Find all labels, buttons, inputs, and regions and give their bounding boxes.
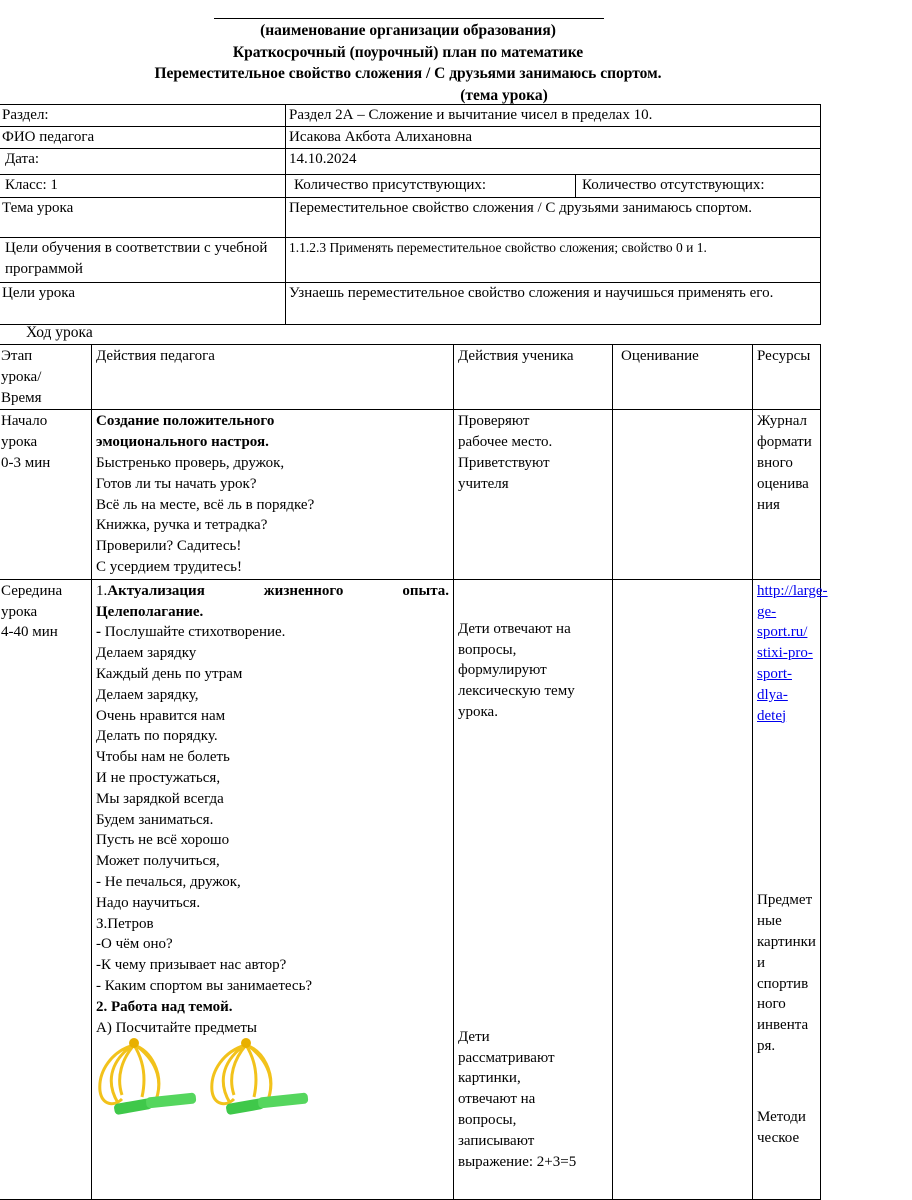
resource-pictures-line: ного: [757, 996, 786, 1013]
topic-caption: (тема урока): [460, 87, 548, 104]
poem-line: Надо научиться.: [96, 894, 201, 911]
start-stage-line: Начало: [1, 413, 48, 430]
resource-link[interactable]: ge-: [757, 603, 777, 620]
student-picture-line: картинки,: [458, 1070, 521, 1087]
start-resources: [753, 410, 821, 579]
resource-link[interactable]: stixi-pro-: [757, 645, 813, 662]
poem-line: Чтобы нам не болеть: [96, 749, 230, 766]
header-stage-line: Этап: [1, 348, 33, 364]
resource-pictures-line: и: [757, 954, 766, 971]
student-answer-line: урока.: [458, 703, 498, 720]
resource-link[interactable]: sport-: [757, 665, 792, 682]
start-resource-line: ния: [757, 496, 780, 513]
poem-line: - Не печалься, дружок,: [96, 873, 241, 890]
poem-line: Мы зарядкой всегда: [96, 790, 224, 807]
poem-line: Делать по порядку.: [96, 728, 218, 745]
header-resources: [753, 345, 821, 410]
poem-author: З.Петров: [96, 915, 154, 932]
date-label: Дата:: [0, 149, 286, 175]
middle-assessment: [613, 579, 753, 1199]
middle-resources: [753, 579, 828, 1199]
middle-stage-line: Середина: [1, 582, 63, 599]
poem-line: Делаем зарядку: [96, 645, 197, 662]
header-stage-line: Время: [1, 389, 42, 406]
middle-stage-line: 4-40 мин: [1, 624, 58, 641]
lesson-topic: Переместительное свойство сложения / С друзьями занимаюсь спортом.: [154, 65, 662, 82]
item1-word: Актуализация: [107, 582, 205, 599]
poem-line: Может получиться,: [96, 853, 220, 870]
resource-method-line: ческое: [757, 1129, 800, 1146]
objectives-label: Цели обучения в соответствии с учебной программой: [0, 238, 286, 283]
aims-value: Узнаешь переместительное свойство сложения и научишься применять его.: [286, 283, 821, 325]
student-answer-line: Дети отвечают на: [458, 620, 571, 637]
start-student-line: учителя: [458, 475, 509, 492]
section-value: Раздел 2А – Сложение и вычитание чисел в пределах 10.: [286, 105, 821, 127]
aims-label: Цели урока: [0, 283, 286, 325]
class-label: Класс: 1: [0, 175, 286, 198]
date-value: 14.10.2024: [286, 149, 821, 175]
start-stage: [0, 410, 92, 579]
resource-link[interactable]: detej: [757, 707, 787, 724]
start-resource-line: Журнал: [757, 413, 808, 430]
present-label: Количество присутствующих:: [286, 175, 576, 198]
header-stage-line: урока/: [1, 368, 42, 385]
student-expression: выражение: 2+3=5: [458, 1153, 577, 1170]
poem-line: Делаем зарядку,: [96, 686, 199, 703]
start-student-line: рабочее место.: [458, 434, 553, 451]
start-assessment: [613, 410, 753, 579]
objectives-value: 1.1.2.3 Применять переместительное свойство сложения; свойство 0 и 1.: [286, 238, 821, 283]
question-line: -О чём оно?: [96, 936, 173, 953]
info-table: [0, 104, 821, 325]
resource-pictures-line: ные: [757, 913, 782, 930]
start-teacher: [92, 410, 454, 579]
listen-line: [96, 622, 449, 643]
question-line: -К чему призывает нас автор?: [96, 957, 287, 974]
header-teacher: Действия педагога: [92, 345, 454, 410]
topic-label: Тема урока: [0, 198, 286, 238]
plan-title: Краткосрочный (поурочный) план по математике: [232, 44, 584, 61]
start-teacher-line: Быстренько проверь, дружок,: [96, 454, 285, 471]
listen-dash: -: [96, 624, 105, 641]
start-teacher-line: С усердием трудитесь!: [96, 558, 242, 575]
jump-rope-icon: [212, 1038, 309, 1115]
item1-word: опыта.: [402, 582, 449, 599]
start-resource-line: формати: [757, 434, 812, 451]
start-teacher-bold: Создание положительного: [96, 413, 275, 430]
start-resource-line: оценива: [757, 475, 809, 492]
item1-goal: Целеполагание.: [96, 603, 204, 620]
middle-stage: [0, 579, 92, 1199]
org-caption: (наименование организации образования): [260, 22, 556, 39]
start-student-line: Приветствуют: [458, 454, 550, 471]
start-teacher-line: Готов ли ты начать урок?: [96, 475, 257, 492]
start-teacher-line: Всё ль на месте, всё ль в порядке?: [96, 496, 315, 513]
item1-number: 1.: [96, 582, 108, 599]
header-resources-text: Ресурсы: [757, 348, 811, 364]
header-student: Действия ученика: [454, 345, 613, 410]
start-stage-line: 0-3 мин: [1, 454, 51, 471]
student-answer-line: вопросы,: [458, 641, 517, 658]
poem-line: Пусть не всё хорошо: [96, 832, 230, 849]
teacher-value: Исакова Акбота Алихановна: [286, 127, 821, 149]
resource-pictures-line: инвента: [757, 1017, 809, 1034]
jump-rope-icon: [100, 1038, 197, 1115]
student-picture-line: вопросы,: [458, 1111, 517, 1128]
middle-stage-line: урока: [1, 603, 38, 620]
poem-line: Будем заниматься.: [96, 811, 214, 828]
student-answer-line: лексическую тему: [458, 683, 575, 700]
teacher-label: ФИО педагога: [0, 127, 286, 149]
item2-heading: 2. Работа над темой.: [96, 998, 233, 1015]
resource-pictures-line: спортив: [757, 975, 809, 992]
resource-link[interactable]: dlya-: [757, 686, 788, 703]
resource-pictures-line: ря.: [757, 1037, 776, 1054]
count-items-task: А) Посчитайте предметы: [96, 1019, 258, 1036]
jump-ropes-picture: [92, 1033, 332, 1123]
resource-pictures-line: картинки: [757, 933, 816, 950]
start-resource-line: вного: [757, 454, 793, 471]
resource-pictures-line: Предмет: [757, 892, 813, 909]
item1-word: жизненного: [263, 582, 344, 599]
resource-link[interactable]: http://large-: [757, 582, 828, 599]
resource-method-line: Методи: [757, 1108, 806, 1125]
section-label: Раздел:: [0, 105, 286, 127]
student-picture-line: записывают: [458, 1132, 535, 1149]
header-rule: [214, 18, 604, 19]
start-stage-line: урока: [1, 434, 38, 451]
header-assessment: Оценивание: [613, 345, 753, 410]
poem-line: И не простужаться,: [96, 769, 221, 786]
student-picture-line: рассматривают: [458, 1049, 555, 1066]
header-stage: [0, 345, 92, 410]
start-teacher-line: Книжка, ручка и тетрадка?: [96, 517, 268, 534]
question-line: - Каким спортом вы занимаетесь?: [96, 977, 313, 994]
course-label: Ход урока: [26, 324, 93, 341]
student-answer-line: формулируют: [458, 662, 547, 679]
absent-label: Количество отсутствующих:: [576, 175, 821, 198]
poem-line: Каждый день по утрам: [96, 665, 243, 682]
start-teacher-bold: эмоционального настроя.: [96, 434, 269, 451]
middle-student: [454, 579, 613, 1199]
start-student-line: Проверяют: [458, 413, 530, 430]
poem-line: Очень нравится нам: [96, 707, 226, 724]
listen-text: Послушайте стихотворение.: [104, 624, 286, 641]
start-teacher-line: Проверили? Садитесь!: [96, 538, 242, 555]
student-picture-line: Дети: [458, 1028, 490, 1045]
student-picture-line: отвечают на: [458, 1091, 536, 1108]
topic-value: Переместительное свойство сложения / С друзьями занимаюсь спортом.: [286, 198, 821, 238]
start-student: [454, 410, 613, 579]
item1-heading: [96, 581, 449, 602]
resource-link[interactable]: sport.ru/: [757, 624, 808, 641]
